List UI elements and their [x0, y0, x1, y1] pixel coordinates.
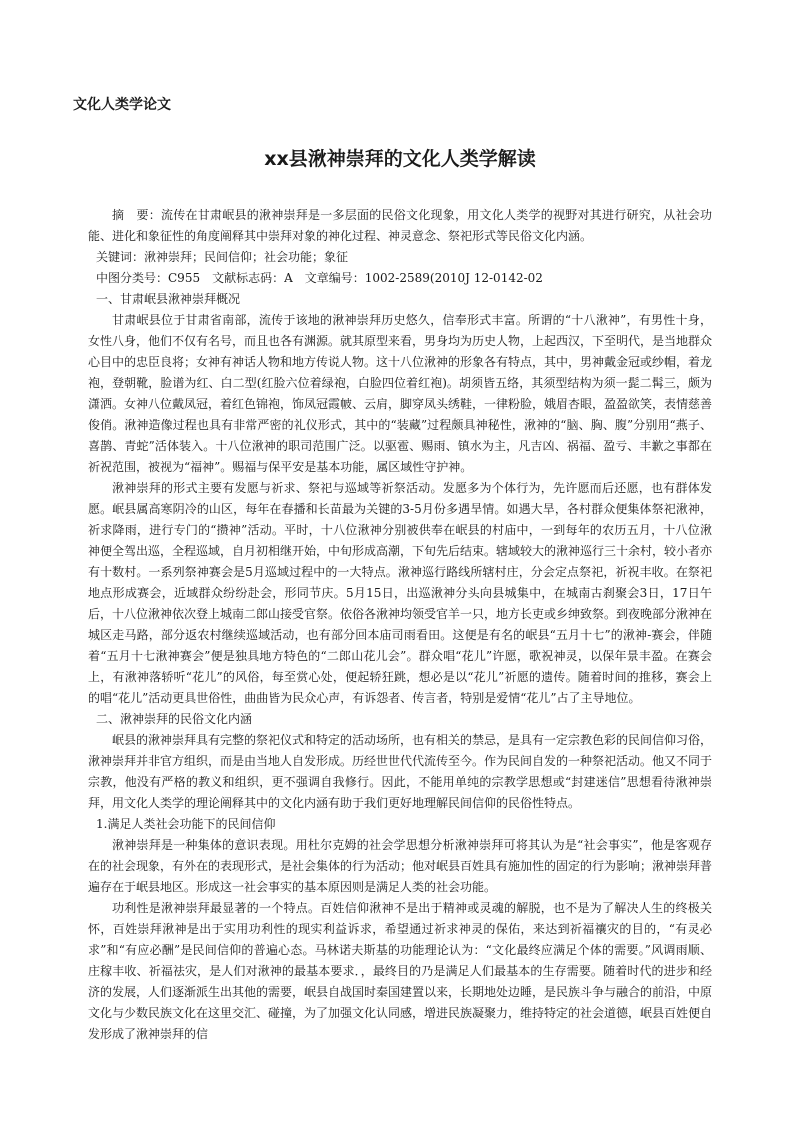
- section-heading-1: 一、甘肃岷县湫神崇拜概况: [96, 292, 241, 306]
- classification-info: 中图分类号：C955 文献标志码：A 文章编号：1002-2589(2010J 12-0142-02: [96, 271, 543, 285]
- article-title: xx县湫神崇拜的文化人类学解读: [264, 148, 536, 170]
- paragraph: 岷县的湫神崇拜具有完整的祭祀仪式和特定的活动场所，也有相关的禁忌，是具有一定宗教色彩的民间信仰习俗，湫神崇拜并非官方组织，而是由当地人自发形成。历经世世代代流传至今。作为民间自发的一种祭祀活动。他又不同于宗教，他没有严格的教义和组织，更不强调自我修行。因此，不能用单纯的宗教学思想或“封建迷信”思想看待湫神崇拜，用文化人类学的理论阐释其中的文化内涵有助于我们更好地理解民间信仰的民俗性特点。: [88, 733, 713, 810]
- article-body: [88, 205, 712, 1045]
- series-label: 文化人类学论文: [73, 97, 171, 113]
- paragraph: 湫神崇拜的形式主要有发愿与祈求、祭祀与巡域等祈祭活动。发愿多为个体行为，先许愿而后还愿，也有群体发愿。岷县属高寒阴冷的山区，每年在春播和长苗最为关键的3-5月份多遇旱情。如遇大旱，各村群众便集体祭祀湫神，祈求降雨，进行专门的“攒神”活动。平时，十八位湫神分别被供奉在岷县的村庙中，一到每年的农历五月，十八位湫神便全驾出巡，全程巡域，自月初相继开始，中旬形成高潮，下旬先后结束。辖域较大的湫神巡行三十余村，较小者亦有十数村。一系列祭神赛会是5月巡域过程中的一大特点。湫神巡行路线所辖村庄，分会定点祭祀，祈祝丰收。在祭祀地点形成赛会，近域群众纷纷赴会，形同节庆。5月15日，出巡湫神分头向县城集中，在城南古刹聚会3日，17日午后，十八位湫神依次登上城南二郎山接受官祭。依俗各湫神均领受官羊一只，地方长吏或乡绅致祭。到夜晚部分湫神在城区走马路，部分返农村继续巡域活动，也有部分回本庙司雨看田。这便是有名的岷县“五月十七”的湫神-赛会，伴随着“五月十七湫神赛会”便是独具地方特色的“二郎山花儿会”。群众唱“花儿”许愿，歌祝神灵，以保年景丰盈。在赛会上，有湫神落轿听“花儿”的风俗，每至赏心处，便起轿狂跳，想必是以“花儿”祈愿的遗传。随着时间的推移，赛会上的唱“花儿”活动更具世俗性，曲曲皆为民众心声，有诉怨者、传言者，特别是爱情“花儿”占了主导地位。: [88, 481, 713, 705]
- section-heading-2: 二、湫神崇拜的民俗文化内涵: [96, 712, 253, 726]
- abstract: 摘 要：流传在甘肃岷县的湫神崇拜是一多层面的民俗文化现象，用文化人类学的视野对其进行研究，从社会功能、进化和象征性的角度阐释其中崇拜对象的神化过程、神灵意念、祭祀形式等民俗文化内涵。: [88, 208, 712, 243]
- keywords: 关键词：湫神崇拜；民间信仰；社会功能；象征: [96, 250, 349, 264]
- paragraph: 功利性是湫神崇拜最显著的一个特点。百姓信仰湫神不是出于精神或灵魂的解脱，也不是为了解决人生的终极关怀，百姓崇拜湫神是出于实用功利性的现实利益诉求，希望通过祈求神灵的保佑，来达到祈福禳灾的目的，“有灵必求”和“有应必酬”是民间信仰的普遍心态。马林诺夫斯基的功能理论认为：“文化最终应满足个体的需要。”风调雨顺、庄稼丰收、祈福祛灾，是人们对湫神的最基本要求．，最终目的乃是满足人们最基本的生存需要。随着时代的进步和经济的发展，人们逐渐派生出其他的需要，岷县自战国时秦国建置以来，长期地处边睡，是民族斗争与融合的前沿，中原文化与少数民族文化在这里交汇、碰撞，为了加强文化认同感，增进民族凝聚力，维持特定的社会道德，岷县百姓便自发形成了湫神崇拜的信: [88, 901, 713, 1041]
- paragraph: 湫神崇拜是一种集体的意识表现。用杜尔克姆的社会学思想分析湫神崇拜可将其认为是“社会事实”，他是客观存在的社会现象，有外在的表现形式，是社会集体的行为活动；他对岷县百姓具有施加性的固定的行为影响；湫神崇拜普遍存在于岷县地区。形成这一社会事实的基本原因则是满足人类的社会功能。: [88, 838, 713, 894]
- paragraph: 甘肃岷县位于甘肃省南部，流传于该地的湫神崇拜历史悠久，信奉形式丰富。所谓的“十八湫神”，有男性十身，女性八身，他们不仅有名号，而且也各有渊源。就其原型来看，男身均为历史人物，上起西汉，下至明代，是当地群众心目中的忠臣良将；女神有神话人物和地方传说人物。这十八位湫神的形象各有特点，其中，男神戴金冠或纱帽，着龙袍，登朝靴，脸谱为红、白二型(红脸六位着绿袍，白脸四位着红袍)。胡须皆五络，其须型结构为须一髭二髯三，颇为潇洒。女神八位戴凤冠，着红色锦袍，饰凤冠霞帔、云肩，脚穿凤头绣鞋，一律粉脸，娥眉杏眼，盈盈欲笑，表情慈善俊俏。湫神造像过程也具有非常严密的礼仪形式，其中的“装藏”过程颇具神秘性，湫神的“脑、胸、腹”分别用“燕子、喜鹊、青蛇”活体装入。十八位湫神的职司范围广泛。以驱雹、赐雨、镇水为主，凡吉凶、祸福、盈亏、丰歉之事都在祈祝范围，被视为“福神”。赐福与保平安是基本功能，属区域性守护神。: [88, 313, 713, 474]
- subsection-heading-1: 1.满足人类社会功能下的民间信仰: [96, 817, 276, 831]
